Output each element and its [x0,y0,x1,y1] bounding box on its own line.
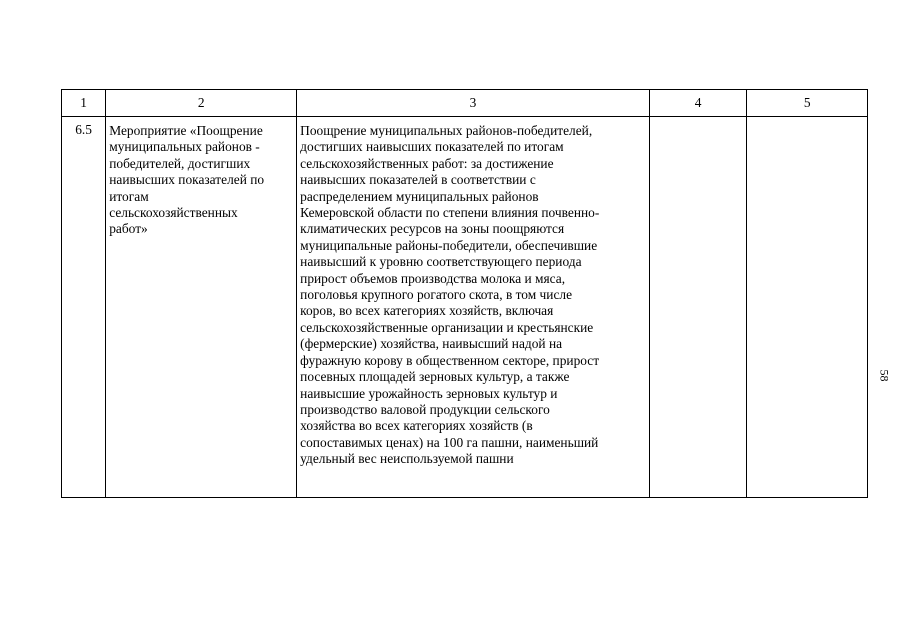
header-cell-5: 5 [747,90,868,117]
description-line: распределением муниципальных районов [300,188,539,204]
table-row [62,117,868,498]
description-line: фуражную корову в общественном секторе, прирост [300,352,600,368]
description-cell [297,117,650,498]
description-line: наивысший к уровню соответствующего периода [300,254,582,270]
header-row [62,90,868,117]
event-line: наивысших показателей по [109,172,265,188]
description-line: наивысшие урожайность зерновых культур и [300,385,558,401]
document-table [61,89,868,498]
description-line: удельный вес неиспользуемой пашни [300,451,514,467]
column-4-cell [649,117,746,498]
header-cell-1: 1 [62,90,106,117]
description-line: Поощрение муниципальных районов-победителей, [300,123,593,138]
description-line: посевных площадей зерновых культур, а также [300,369,570,385]
event-name-cell [106,117,297,498]
description-line: сельскохозяйственных работ: за достижение [300,155,554,171]
description-line: Кемеровской области по степени влияния почвенно- [300,205,600,221]
header-cell-2: 2 [106,90,297,117]
description-line: производство валовой продукции сельского [300,401,550,417]
event-line: сельскохозяйственных [109,205,238,221]
description-line: муниципальные районы-победители, обеспечившие [300,237,598,253]
row-number-cell: 6.5 [62,117,106,498]
description-line: климатических ресурсов на зоны поощряются [300,221,565,237]
description-line: наивысших показателей в соответствии с [300,172,536,188]
event-line: муниципальных районов - [109,139,260,155]
header-cell-4: 4 [649,90,746,117]
event-line: победителей, достигших [109,155,251,171]
description-line: хозяйства во всех категориях хозяйств (в [300,418,533,434]
description-line: прирост объемов производства молока и мяса, [300,270,566,286]
event-line: итогам [109,188,149,204]
event-line: Мероприятие «Поощрение [109,123,263,138]
page-number: 58 [877,369,892,382]
description-line: сельскохозяйственные организации и крестьянские [300,319,594,335]
description-line: сопоставимых ценах) на 100 га пашни, наименьший [300,434,599,450]
description-line: коров, во всех категориях хозяйств, включая [300,303,554,319]
event-line: работ» [109,221,148,237]
description-line: поголовья крупного рогатого скота, в том числе [300,287,573,303]
description-line: достигших наивысших показателей по итогам [300,139,564,155]
column-5-cell [747,117,868,498]
description-line: (фермерские) хозяйства, наивысший надой на [300,336,563,352]
header-cell-3: 3 [297,90,650,117]
